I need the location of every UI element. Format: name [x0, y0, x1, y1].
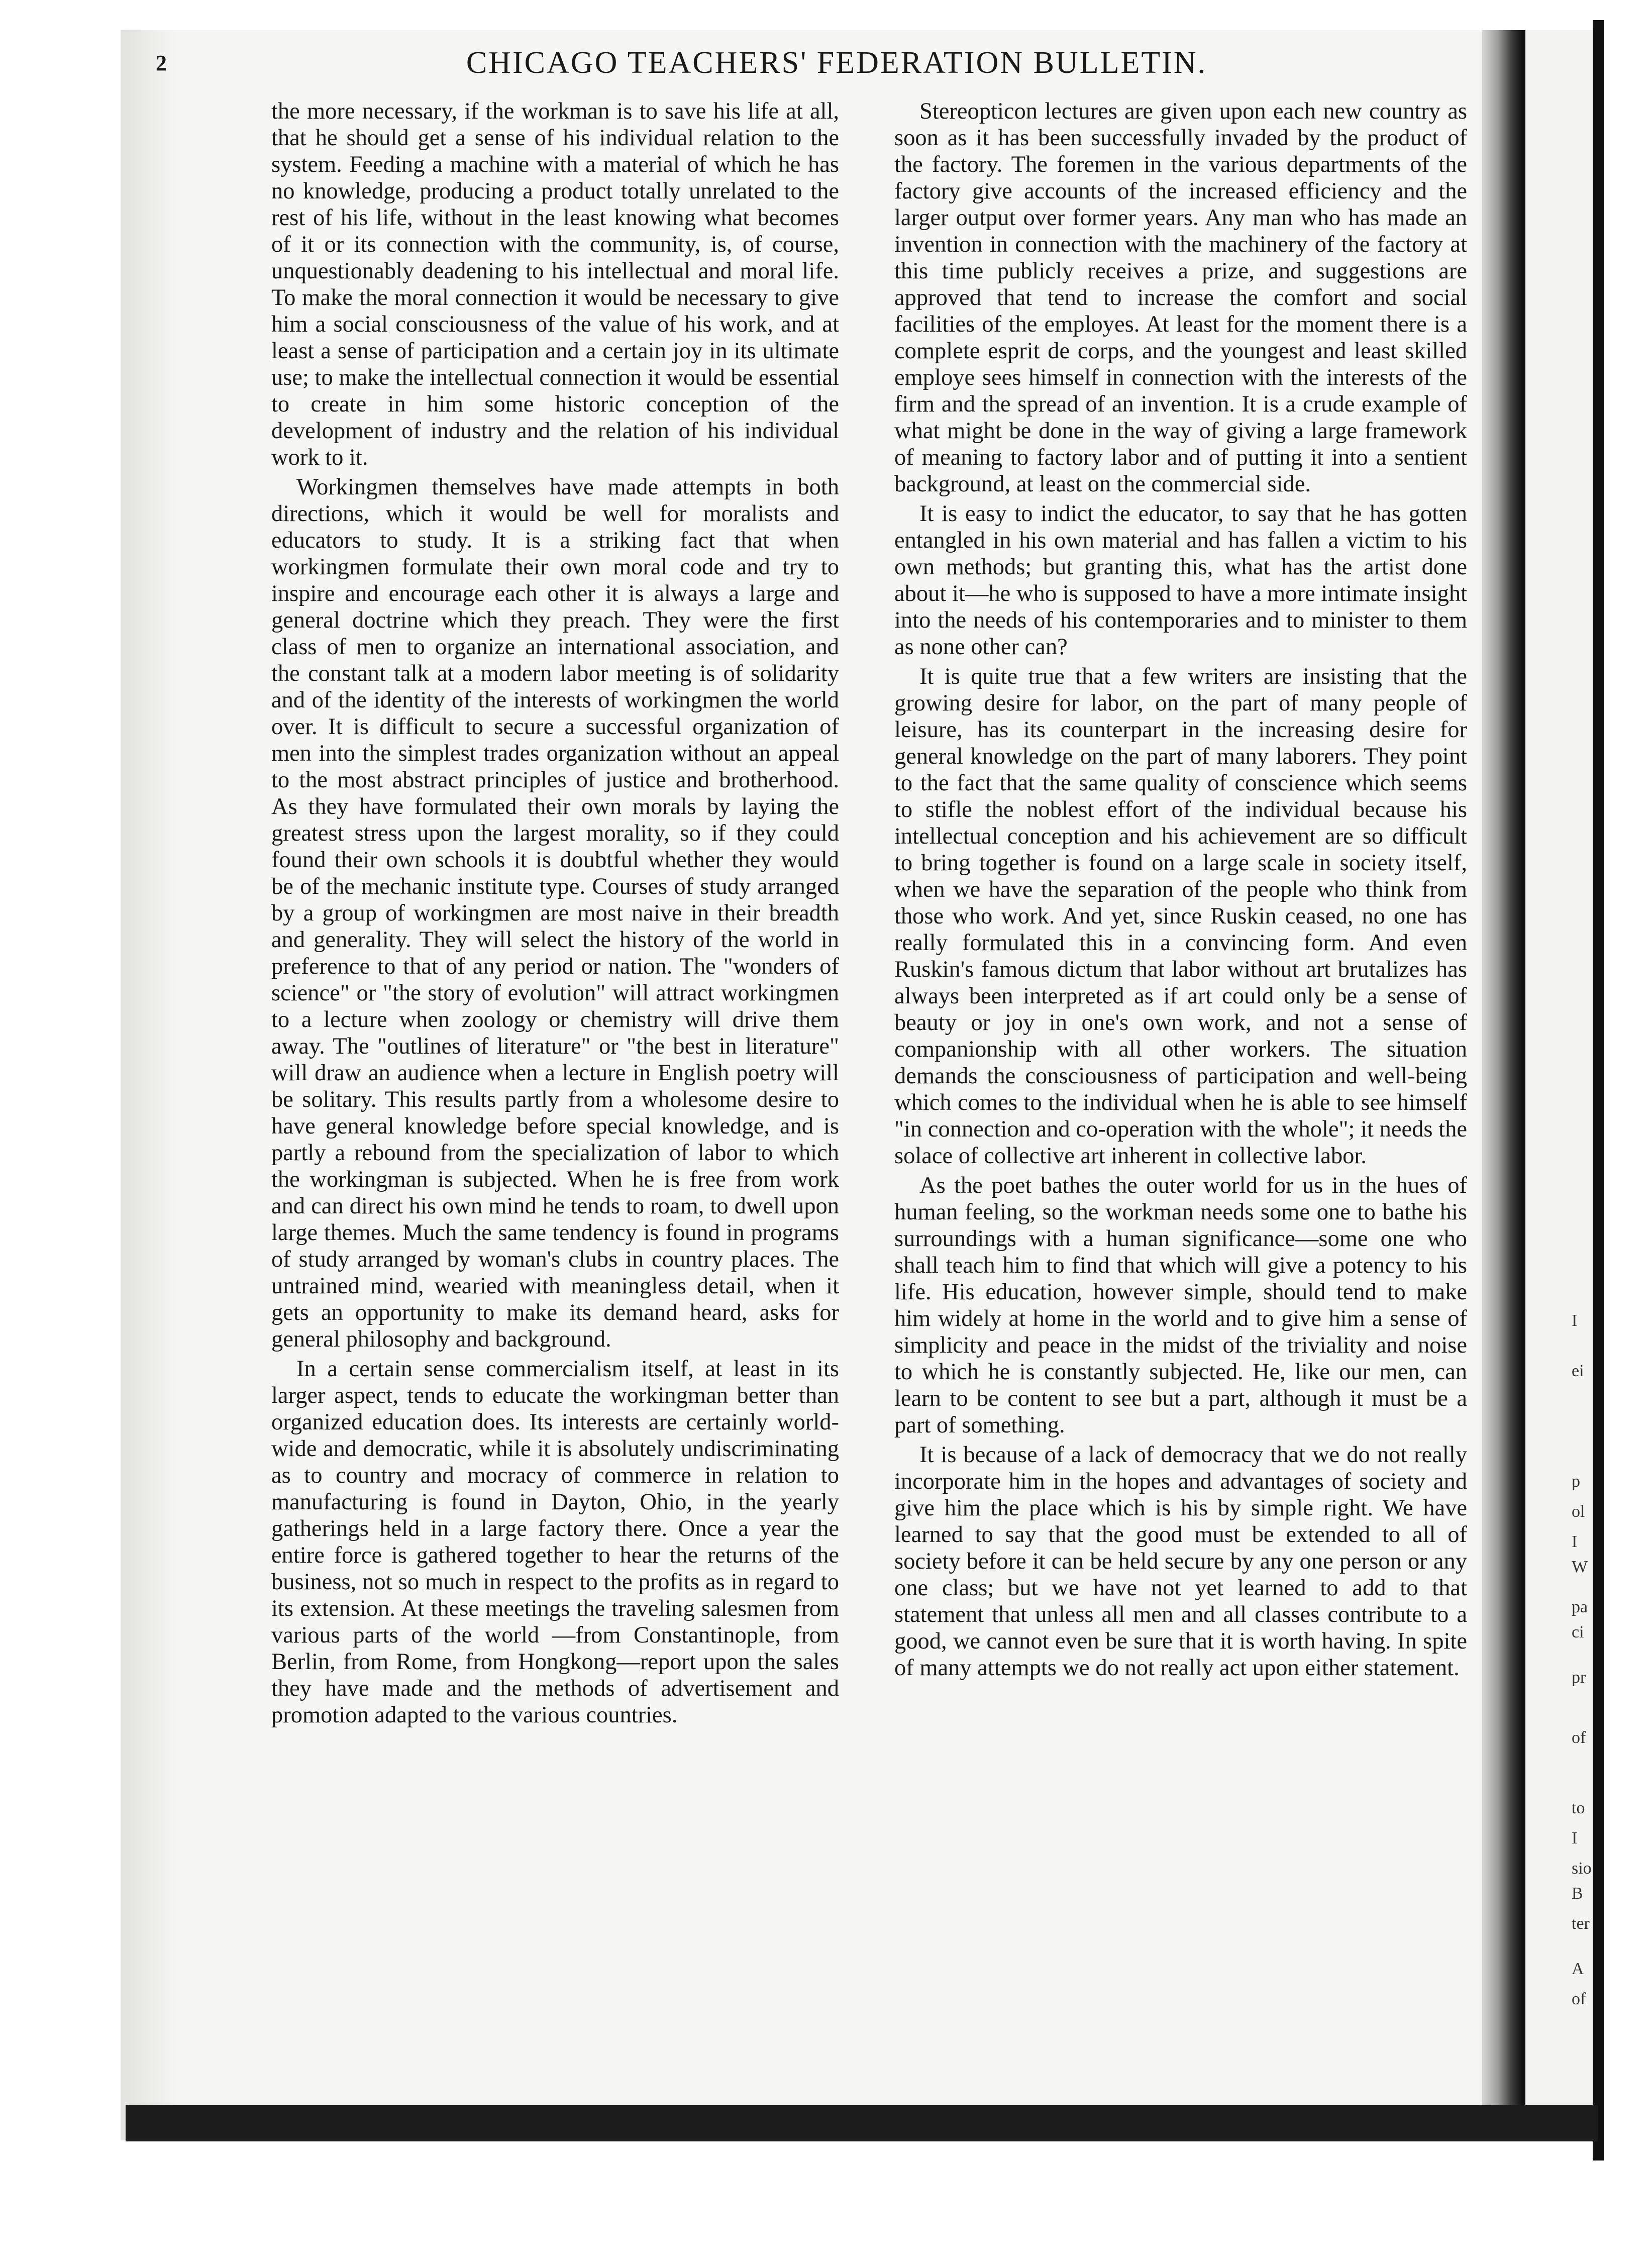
next-page-fragment: W — [1572, 1558, 1588, 1576]
next-page-fragment: p — [1572, 1472, 1580, 1491]
bottom-border-bar — [126, 2105, 1598, 2141]
next-page-fragment: ei — [1572, 1362, 1584, 1380]
next-page-fragment: pr — [1572, 1668, 1586, 1687]
next-page-fragment: ci — [1572, 1623, 1584, 1641]
next-page-fragment: I — [1572, 1311, 1578, 1330]
next-page-fragment: ol — [1572, 1502, 1585, 1521]
next-page-fragment: of — [1572, 1990, 1586, 2008]
binding-edge — [1593, 20, 1604, 2161]
binding-gutter — [1482, 30, 1522, 2140]
right-paragraph-2: It is easy to indict the educator, to say that he has gotten entangled in his own material and has fallen a victim to his own methods; but granting this, what has the artist done about it—he who is supposed to have a more intimate insight into the needs of his contemporaries and to minister to them as none other can? — [894, 501, 1467, 660]
next-page-fragment: B — [1572, 1884, 1583, 1903]
right-paragraph-3: It is quite true that a few writers are insisting that the growing desire for labor, on the part of many people of leisure, has its counterpart in the increasing desire for general knowledge on the part of many laborers. They point to the fact that the same quality of conscience which seems to stifle the noblest effort of the individual because his intellectual conception and his achievement are so difficult to bring together is found on a large scale in society itself, when we have the separation of the people who think from those who work. And yet, since Ruskin ceased, no one has really formulated this in a convincing form. And even Ruskin's famous dictum that labor without art brutalizes has always been interpreted as if art could only be a sense of beauty or joy in one's own work, and not a sense of companionship with all other workers. The situation demands the consciousness of participation and well-being which comes to the individual when he is able to see himself "in connection and co-operation with the whole"; it needs the solace of collective art inherent in collective labor. — [894, 664, 1467, 1169]
next-page-fragment: A — [1572, 1960, 1584, 1978]
page-title: CHICAGO TEACHERS' FEDERATION BULLETIN. — [466, 46, 1207, 80]
next-page-fragment: sio — [1572, 1859, 1592, 1878]
page-number: 2 — [156, 51, 167, 75]
left-column — [271, 98, 839, 2007]
next-page-fragment: of — [1572, 1728, 1586, 1747]
page-header — [156, 45, 1442, 90]
right-column — [894, 98, 1467, 2007]
next-page-edge — [1522, 30, 1596, 2140]
next-page-fragment: pa — [1572, 1598, 1588, 1616]
left-paragraph-3: In a certain sense commercialism itself, at least in its larger aspect, tends to educate the workingman better than organized education does. Its interests are certainly world-wide and democratic, while it is absolutely undiscriminating as to country and mocracy of commerce in relation to manufacturing is found in Dayton, Ohio, in the yearly gatherings held in a large factory there. Once a year the entire force is gathered together to hear the returns of the business, not so much in respect to the profits as in regard to its extension. At these meetings the traveling salesmen from various parts of the world —from Constantinople, from Berlin, from Rome, from Hongkong—report upon the sales they have made and the methods of advertisement and promotion adapted to the various countries. — [271, 1356, 839, 1728]
right-paragraph-1: Stereopticon lectures are given upon each new country as soon as it has been successfully invaded by the product of the factory. The foremen in the various departments of the factory give accounts of the increased efficiency and the larger output over former years. Any man who has made an invention in connection with the machinery of the factory at this time publicly receives a prize, and suggestions are approved that tend to increase the comfort and social facilities of the employes. At least for the moment there is a complete esprit de corps, and the youngest and least skilled employe sees himself in connection with the interests of the firm and the spread of an invention. It is a crude example of what might be done in the way of giving a large framework of meaning to factory labor and of putting it into a sentient background, at least on the commercial side. — [894, 98, 1467, 497]
left-paragraph-2: Workingmen themselves have made attempts in both directions, which it would be well for moralists and educators to study. It is a striking fact that when workingmen formulate their own moral code and try to inspire and encourage each other it is always a large and general doctrine which they preach. They were the first class of men to organize an international association, and the constant talk at a modern labor meeting is of solidarity and of the identity of the interests of workingmen the world over. It is difficult to secure a successful organization of men into the simplest trades organization without an appeal to the most abstract principles of justice and brotherhood. As they have formulated their own morals by laying the greatest stress upon the largest morality, so if they could found their own schools it is doubtful whether they would be of the mechanic institute type. Courses of study arranged by a group of workingmen are most naive in their breadth and generality. They will select the history of the world in preference to that of any period or nation. The "wonders of science" or "the story of evolution" will attract workingmen to a lecture when zoology or chemistry will drive them away. The "outlines of literature" or "the best in literature" will draw an audience when a lecture in English poetry will be solitary. This results partly from a wholesome desire to have general knowledge before special knowledge, and is partly a rebound from the specialization of labor to which the workingman is subjected. When he is free from work and can direct his own mind he tends to roam, to dwell upon large themes. Much the same tendency is found in programs of study arranged by woman's clubs in country places. The untrained mind, wearied with meaningless detail, when it gets an opportunity to make its demand heard, asks for general philosophy and background. — [271, 474, 839, 1352]
next-page-fragment: ter — [1572, 1914, 1590, 1933]
right-paragraph-5: It is because of a lack of democracy that we do not really incorporate him in the hopes and advantages of society and give him the place which is his by simple right. We have learned to say that the good must be extended to all of society before it can be held secure by any one person or any one class; but we have not yet learned to add to that statement that unless all men and all classes contribute to a good, we cannot even be sure that it is worth having. In spite of many attempts we do not really act upon either statement. — [894, 1442, 1467, 1681]
next-page-fragment: I — [1572, 1532, 1578, 1551]
right-paragraph-4: As the poet bathes the outer world for us in the hues of human feeling, so the workman needs some one to bathe his surroundings with a human significance—some one who shall teach him to find that which will give a potency to his life. His education, however simple, should tend to make him widely at home in the world and to give him a sense of simplicity and peace in the midst of the triviality and noise to which he is constantly subjected. He, like our men, can learn to be content to see but a part, although it must be a part of something. — [894, 1173, 1467, 1438]
next-page-fragment: I — [1572, 1829, 1578, 1847]
page-shadow — [121, 30, 176, 2140]
left-paragraph-1: the more necessary, if the workman is to save his life at all, that he should get a sense of his individual relation to the system. Feeding a machine with a material of which he has no knowledge, producing a product totally unrelated to the rest of his life, without in the least knowing what becomes of it or its connection with the community, is, of course, unquestionably deadening to his intellectual and moral life. To make the moral connection it would be necessary to give him a social consciousness of the value of his work, and at least a sense of participation and a certain joy in its ultimate use; to make the intellectual connection it would be essential to create in him some historic conception of the development of industry and the relation of his individual work to it. — [271, 98, 839, 470]
next-page-fragment: to — [1572, 1799, 1585, 1817]
